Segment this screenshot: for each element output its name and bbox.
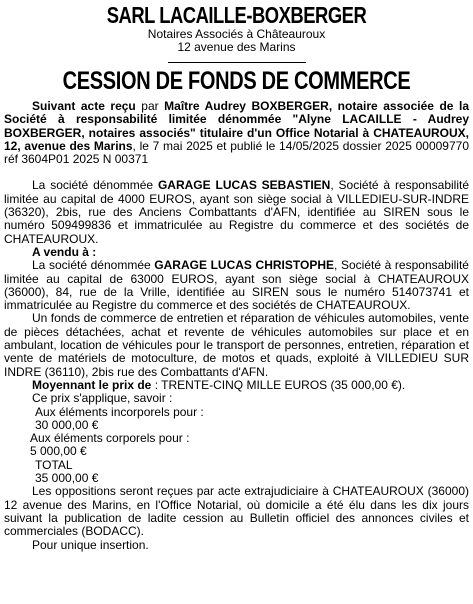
buyer-name: GARAGE LUCAS CHRISTOPHE xyxy=(154,258,335,273)
closing-line: Pour unique insertion. xyxy=(32,537,149,552)
buyer-paragraph xyxy=(4,259,469,312)
business-paragraph: Un fonds de commerce de entretien et réparation de véhicules automobiles, vente de pièces détachées, achat et revente de véhicules automobiles sur place et en ambulant, location de véhicules pour le transport de personnes, entretien, réparation et vente de matériels de motoculture, de motos et quads, exploité à VILLEDIEU SUR INDRE (36110), 2bis rue des Combattants d'AFN. xyxy=(4,311,469,379)
price-line xyxy=(4,379,469,392)
intro-par: par xyxy=(135,99,165,113)
header xyxy=(4,2,469,54)
intro-notary: Maître Audrey BOXBERGER, notaire associée de la Société à responsabilité limitée dénommée "Alyne LACAILLE - Audrey BOXBERGER, notaires associés" titulaire d'un Office Notarial à CHATEAUROUX, 12, avenue des Marins xyxy=(4,99,469,153)
buyer-pre: La société dénommée xyxy=(32,258,155,273)
intangible-label: Aux éléments incorporels pour : xyxy=(35,404,204,419)
breakdown-intro: Ce prix s'applique, savoir : xyxy=(32,391,173,406)
header-subtitle-line2: 12 avenue des Marins xyxy=(177,40,296,54)
seller-details: , Société à responsabilité limitée au capital de 4000 EUROS, ayant son siège social à VILLEDIEU-SUR-INDRE (36320), 2bis, rue des Anciens Combattants d'AFN, identifiée au SIREN sous le numéro 509499836 et immatriculée au Registre du commerce et des sociétés de CHATEAUROUX. xyxy=(4,178,469,246)
oppositions-paragraph: Les oppositions seront reçues par acte extrajudiciaire à CHATEAUROUX (36000) 12 avenue des Marins, en l'Office Notarial, où domicile a été élu dans les dix jours suivant la publication de ladite cession au Bulletin officiel des annonces civiles et commerciales (BODACC). xyxy=(4,484,469,539)
seller-paragraph xyxy=(4,179,469,245)
header-subtitle-line1: Notaires Associés à Châteauroux xyxy=(147,27,326,41)
company-name: SARL LACAILLE-BOXBERGER xyxy=(106,2,367,28)
price-value: : TRENTE-CINQ MILLE EUROS (35 000,00 €). xyxy=(151,377,406,392)
intro-paragraph xyxy=(4,100,469,166)
header-divider xyxy=(168,62,306,63)
intro-rest: , le 7 mai 2025 et publié le 14/05/2025 dossier 2025 00009770 réf 3604P01 2025 N 00371 xyxy=(4,138,469,167)
total-value: 35 000,00 € xyxy=(35,471,99,486)
notice-body xyxy=(4,100,469,552)
intangible-value: 30 000,00 € xyxy=(35,417,99,432)
price-label: Moyennant le prix de xyxy=(32,377,152,392)
tangible-value: 5 000,00 € xyxy=(30,444,87,459)
notice-title: CESSION DE FONDS DE COMMERCE xyxy=(62,67,411,95)
seller-pre: La société dénommée xyxy=(32,178,158,193)
buyer-details: , Société à responsabilité limitée au capital de 63000 EUROS, ayant son siège social à CHATEAUROUX (36000), 84, rue de la Vrille, identifiée au SIREN sous le numéro 514073741 et immatriculée au Registre du commerce et des sociétés de CHATEAUROUX. xyxy=(4,258,469,313)
sold-to-label: A vendu à : xyxy=(32,244,97,259)
seller-name: GARAGE LUCAS SEBASTIEN xyxy=(157,178,331,193)
intro-lead: Suivant acte reçu xyxy=(32,99,136,113)
tangible-label: Aux éléments corporels pour : xyxy=(30,431,190,446)
total-label: TOTAL xyxy=(35,457,73,472)
